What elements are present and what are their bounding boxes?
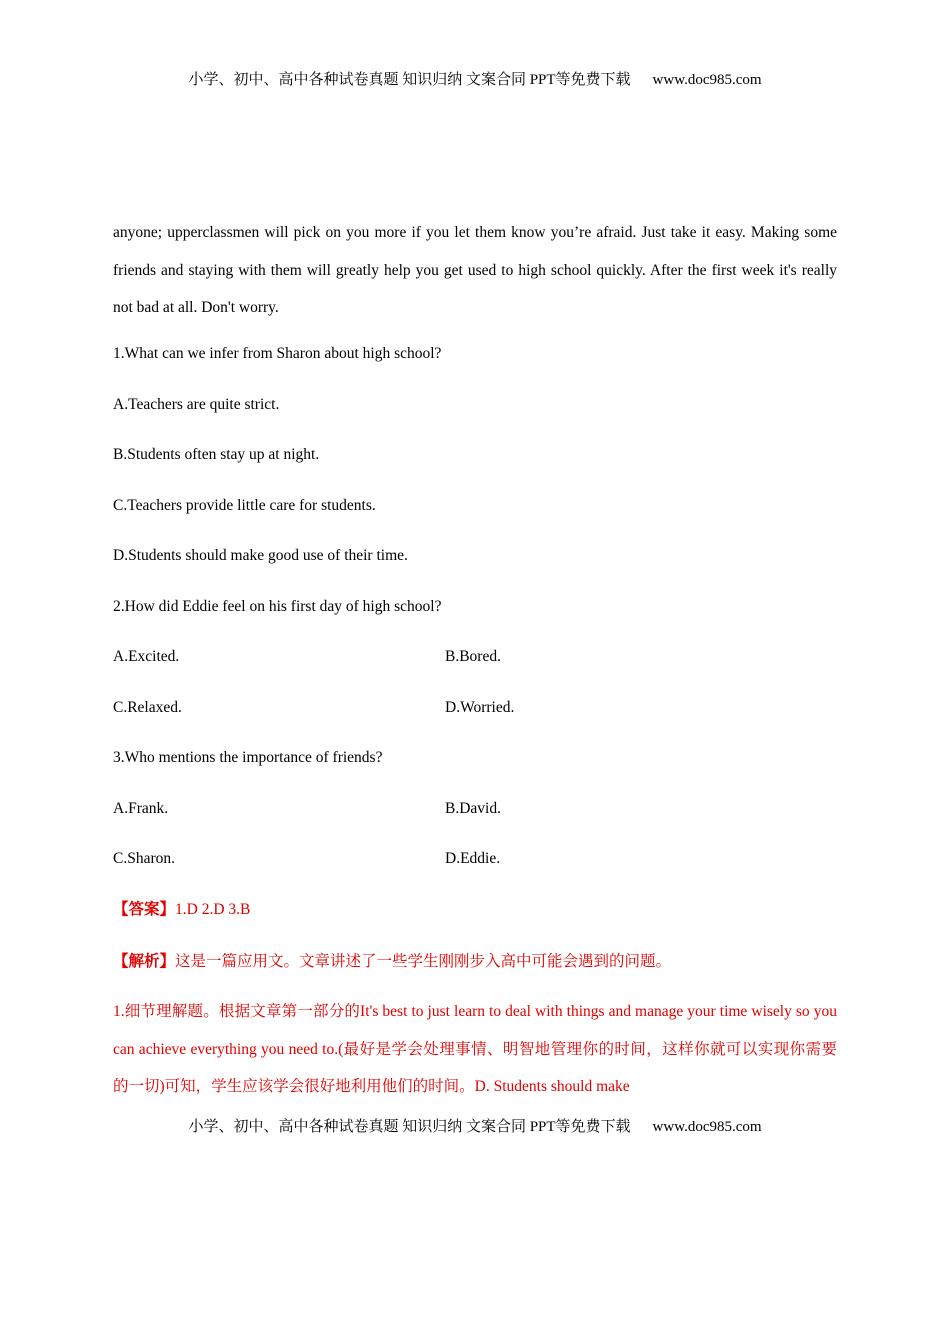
question-3-options-row-1	[113, 799, 837, 819]
question-3-option-c: C.Sharon.	[113, 850, 175, 867]
question-2-option-d: D.Worried.	[445, 699, 515, 716]
question-2-options-row-2	[113, 698, 837, 718]
answer-line	[113, 900, 250, 920]
question-2-stem: 2.How did Eddie feel on his first day of high school?	[113, 598, 442, 615]
question-3-stem: 3.Who mentions the importance of friends?	[113, 749, 383, 766]
footer-text: 小学、初中、高中各种试卷真题 知识归纳 文案合同 PPT等免费下载	[188, 1119, 631, 1135]
question-3-option-b: B.David.	[445, 800, 501, 817]
page-footer	[0, 1115, 950, 1136]
analysis-label: 【解析】	[113, 953, 176, 970]
question-1-option-d: D.Students should make good use of their time.	[113, 547, 408, 564]
footer-url[interactable]: www.doc985.com	[652, 1119, 762, 1135]
answer-label: 【答案】	[113, 901, 176, 918]
question-3-option-a: A.Frank.	[113, 800, 169, 817]
passage-paragraph: anyone; upperclassmen will pick on you more if you let them know you’re afraid. Just take it easy. Making some friends and staying with them will greatly help you get used to high school quickly. After the first week it's really not bad at all. Don't worry.	[113, 224, 837, 316]
question-1-option-a: A.Teachers are quite strict.	[113, 396, 280, 413]
question-1-stem: 1.What can we infer from Sharon about high school?	[113, 345, 442, 362]
analysis-line	[113, 952, 671, 972]
analysis-text: 这是一篇应用文。文章讲述了一些学生刚刚步入高中可能会遇到的问题。	[175, 953, 672, 970]
question-1-option-c: C.Teachers provide little care for students.	[113, 497, 376, 514]
analysis-detail-paragraph: 1.细节理解题。根据文章第一部分的It's best to just learn to deal with things and manage your time wisely so you can achieve everything you need to.(最好是学会处理事情、明智地管理你的时间，这样你就可以实现你需要的一切)可知，学生应该学会很好地利用他们的时间。D. Students should make	[113, 1003, 837, 1095]
page-header	[0, 68, 950, 89]
question-2-options-row-1	[113, 647, 837, 667]
question-2-option-a: A.Excited.	[113, 648, 180, 665]
question-2-option-b: B.Bored.	[445, 648, 501, 665]
question-3-option-d: D.Eddie.	[445, 850, 501, 867]
question-1-option-b: B.Students often stay up at night.	[113, 446, 320, 463]
answer-text: 1.D 2.D 3.B	[175, 901, 251, 918]
document-body	[113, 214, 837, 1095]
header-text: 小学、初中、高中各种试卷真题 知识归纳 文案合同 PPT等免费下载	[188, 72, 631, 88]
question-2-option-c: C.Relaxed.	[113, 699, 182, 716]
question-3-options-row-2	[113, 849, 837, 869]
header-url[interactable]: www.doc985.com	[652, 72, 762, 88]
